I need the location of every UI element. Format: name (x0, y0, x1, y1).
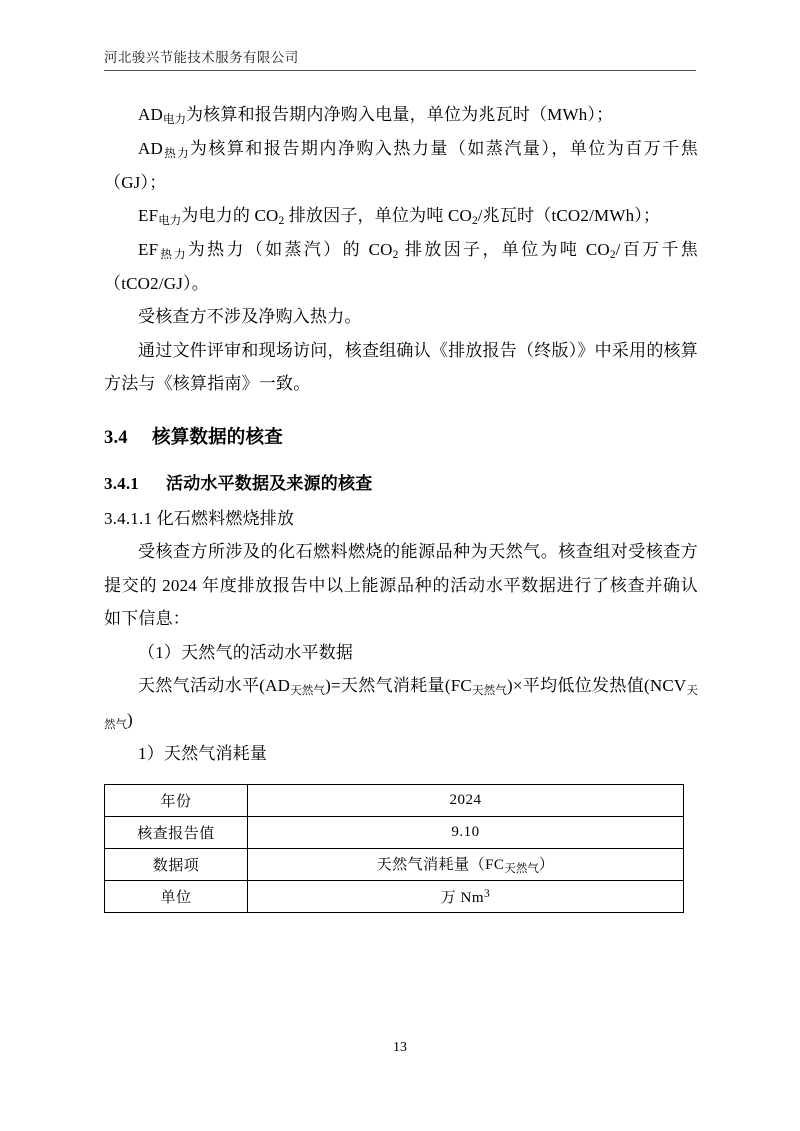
page-content (104, 98, 698, 913)
formula-part-c: )×平均低位发热值(NCV (506, 676, 687, 696)
table-cell-value-text-a: 天然气消耗量（FC (376, 857, 505, 874)
subscript-co2: 2 (392, 249, 399, 262)
paragraph-no-heat-purchase: 受核查方不涉及净购入热力。 (138, 307, 362, 327)
paragraph-ef-electricity (104, 199, 698, 233)
subscript-natural-gas: 天然气 (104, 685, 699, 732)
table-cell-label: 单位 (105, 881, 248, 913)
paragraph-ef-electricity-text-c: /兆瓦时（tCO2/MWh）； (477, 206, 661, 226)
subscript-co2: 2 (278, 215, 285, 228)
subscript-natural-gas: 天然气 (290, 685, 326, 698)
table-cell-label: 年份 (105, 785, 248, 817)
term-ef-electricity: EF (138, 206, 159, 226)
paragraph-ef-heat-text-a: 为热力（如蒸汽）的 CO (187, 240, 393, 260)
table-row (105, 881, 684, 913)
paragraph-item-1: （1）天然气的活动水平数据 (138, 642, 354, 662)
paragraph-ef-heat (104, 233, 698, 300)
subscript-heat: 热力 (158, 249, 188, 262)
paragraph-ef-electricity-text-b: 排放因子，单位为吨 CO (284, 206, 472, 226)
natural-gas-consumption-table (104, 784, 684, 913)
table-cell-value: 2024 (248, 785, 684, 817)
page-header (104, 46, 696, 71)
paragraph-method-conformance: 通过文件评审和现场访问，核查组确认《排放报告（终版）》中采用的核算方法与《核算指南》一致。 (104, 340, 698, 394)
heading-3-4-1-1: 3.4.1.1 化石燃料燃烧排放 (104, 508, 295, 528)
subscript-co2: 2 (609, 249, 616, 262)
heading-3-4-1-number: 3.4.1 (104, 473, 139, 493)
heading-3-4-1-title: 活动水平数据及来源的核查 (166, 473, 373, 493)
table-cell-value (248, 881, 684, 913)
superscript-cubic: 3 (484, 888, 491, 901)
table-row (105, 849, 684, 881)
subscript-natural-gas: 天然气 (471, 685, 507, 698)
heading-3-4-1 (104, 469, 698, 494)
formula-part-b: )=天然气消耗量(FC (325, 676, 472, 696)
header-company-name: 河北骏兴节能技术服务有限公司 (104, 50, 299, 65)
paragraph-ad-heat (104, 132, 698, 199)
subscript-electricity: 电力 (162, 114, 186, 127)
term-ef-heat: EF (138, 240, 159, 260)
subscript-electricity: 电力 (158, 215, 182, 228)
paragraph-fuel-type: 受核查方所涉及的化石燃料燃烧的能源品种为天然气。核查组对受核查方提交的 2024 年度排放报告中以上能源品种的活动水平数据进行了核查并确认如下信息： (104, 542, 698, 629)
table-row (105, 785, 684, 817)
table-cell-unit-text: 万 Nm (440, 890, 484, 907)
table-cell-value (248, 849, 684, 881)
formula-part-d: ) (127, 710, 133, 730)
paragraph-ef-electricity-text-a: 为电力的 CO (181, 206, 279, 226)
paragraph-subitem-1: 1）天然气消耗量 (138, 744, 268, 763)
subscript-co2: 2 (471, 215, 478, 228)
table-cell-value-text-b: ） (538, 857, 555, 874)
paragraph-ef-heat-text-c: /百万千焦（tCO2/GJ）。 (104, 240, 699, 293)
term-ad-heat: AD (138, 138, 163, 158)
paragraph-ad-electricity-text: 为核算和报告期内净购入电量，单位为兆瓦时（MWh）； (185, 105, 614, 124)
subscript-natural-gas: 天然气 (504, 863, 539, 876)
heading-3-4-number: 3.4 (104, 427, 128, 448)
subscript-heat: 热力 (162, 148, 190, 161)
page-number: 13 (393, 1040, 407, 1055)
paragraph-ef-heat-text-b: 排放因子，单位为吨 CO (398, 240, 610, 260)
paragraph-ad-electricity (104, 98, 698, 132)
table-cell-value: 9.10 (248, 817, 684, 849)
heading-3-4-title: 核算数据的核查 (152, 425, 283, 447)
table-cell-label: 数据项 (105, 849, 248, 881)
table-row (105, 817, 684, 849)
term-ad-electricity: AD (138, 105, 163, 124)
table-cell-label: 核查报告值 (105, 817, 248, 849)
paragraph-activity-formula (104, 669, 698, 737)
formula-part-a: 天然气活动水平(AD (138, 676, 291, 696)
paragraph-ad-heat-text: 为核算和报告期内净购入热力量（如蒸汽量），单位为百万千焦（GJ）； (104, 138, 699, 192)
heading-3-4 (104, 423, 698, 449)
